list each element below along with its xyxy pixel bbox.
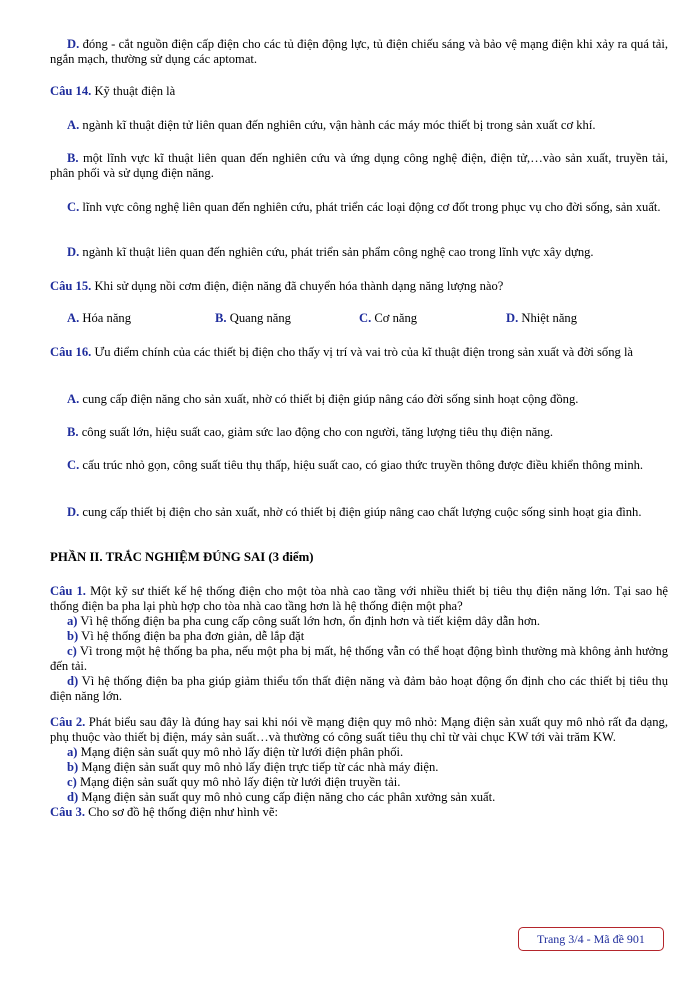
tf1-statement-c [50,644,668,674]
option-label: B. [67,151,79,165]
option-text: ngành kĩ thuật liên quan đến nghiên cứu, phát triển sản phẩm công nghệ cao trong lĩnh vực xây dựng. [82,245,594,259]
q14-option-d [50,245,668,260]
option-label: A. [67,311,80,325]
q16-option-a [50,392,668,407]
option-text: cung cấp thiết bị điện cho sản xuất, nhờ có thiết bị điện giúp nâng cao chất lượng cuộc sống sinh hoạt gia đình. [82,505,642,519]
question-stem [50,715,668,745]
statement-label: b) [67,629,79,643]
q15-option-a [67,311,131,326]
option-text: Nhiệt năng [521,311,578,325]
q16-option-d [50,505,668,520]
statement-label: a) [67,614,78,628]
tf1-statement-b [50,629,668,644]
statement-text: Vì hệ thống điện ba pha đơn giản, dễ lắp đặt [81,629,305,643]
statement-label: b) [67,760,79,774]
tf-question-2 [50,715,668,820]
tf2-statement-a [50,745,668,760]
q13-option-d [50,37,668,67]
option-label: C. [359,311,372,325]
q15-option-b [215,311,291,326]
option-label: D. [67,37,80,51]
option-label: C. [67,200,80,214]
statement-text: Mạng điện sản suất quy mô nhỏ lấy điện từ lưới điện phân phối. [80,745,404,759]
option-text: một lĩnh vực kĩ thuật liên quan đến nghiên cứu và ứng dụng công nghệ điện, điện tử,…vào sản xuất, truyền tải, phân phối và sử dụng điện năng. [50,151,668,180]
statement-label: c) [67,775,77,789]
question-text: Phát biểu sau đây là đúng hay sai khi nói về mạng điện quy mô nhỏ: Mạng điện sản xuất quy mô nhỏ rất đa dạng, phụ thuộc vào thiết bị điện, máy sản suất…và thường có công suất tiêu thụ chỉ từ vài chục KW tới vài trăm KW. [50,715,669,744]
q16-option-c [50,458,668,473]
question-number: Câu 2. [50,715,86,729]
statement-text: Vì hệ thống điện ba pha cung cấp công suất lớn hơn, ổn định hơn và tiết kiệm dây dẫn hơn. [80,614,541,628]
question-number: Câu 3. [50,805,85,819]
question-15-stem [50,279,668,294]
q14-option-a [50,118,668,133]
question-text: Một kỹ sư thiết kế hệ thống điện cho một tòa nhà cao tầng với nhiều thiết bị tiêu thụ điện năng lớn. Tại sao hệ thống điện ba pha lại phù hợp cho tòa nhà cao tầng hơn là hệ thống điện một pha? [50,584,668,613]
tf1-statement-a [50,614,668,629]
tf2-statement-b [50,760,668,775]
option-label: C. [67,458,80,472]
option-text: công suất lớn, hiệu suất cao, giảm sức lao động cho con người, tăng lượng tiêu thụ điện năng. [81,425,554,439]
option-label: D. [67,505,80,519]
question-number: Câu 1. [50,584,86,598]
question-stem [50,584,668,614]
question-number: Câu 15. [50,279,92,293]
q16-option-b [50,425,668,440]
question-16-stem [50,345,668,360]
statement-text: Mạng điện sản suất quy mô nhỏ cung cấp điện năng cho các phân xưởng sản xuất. [81,790,496,804]
option-label: D. [67,245,80,259]
option-text: ngành kĩ thuật điện tử liên quan đến nghiên cứu, vận hành các máy móc thiết bị trong sản xuất cơ khí. [82,118,596,132]
q15-option-d [506,311,577,326]
question-14-stem [50,84,668,99]
section-2-title: PHẦN II. TRẮC NGHIỆM ĐÚNG SAI (3 điểm) [50,550,314,564]
option-text: lĩnh vực công nghệ liên quan đến nghiên cứu, phát triển các loại động cơ đốt trong phục vụ cho đời sống, sản xuất. [82,200,661,214]
option-text: cung cấp điện năng cho sản xuất, nhờ có thiết bị điện giúp nâng cáo đời sống sinh hoạt cộng đồng. [82,392,579,406]
q14-option-b [50,151,668,181]
option-label: A. [67,392,80,406]
question-text: Khi sử dụng nồi cơm điện, điện năng đã chuyển hóa thành dạng năng lượng nào? [94,279,504,293]
statement-label: c) [67,644,77,658]
option-text: Cơ năng [374,311,418,325]
option-label: D. [506,311,519,325]
question-number: Câu 16. [50,345,92,359]
statement-text: Mạng điện sản suất quy mô nhỏ lấy điện từ lưới điện truyền tải. [79,775,401,789]
statement-text: Vì hệ thống điện ba pha giúp giảm thiểu tổn thất điện năng và đảm bảo hoạt động ổn định cho các thiết bị tiêu thụ điện năng lớn. [50,674,668,703]
question-text: Kỹ thuật điện là [94,84,176,98]
tf-question-3 [50,805,668,820]
option-text: Quang năng [229,311,291,325]
page-footer-badge: Trang 3/4 - Mã đề 901 [518,927,664,951]
tf1-statement-d [50,674,668,704]
option-text: Hóa năng [82,311,132,325]
statement-text: Vì trong một hệ thống ba pha, nếu một pha bị mất, hệ thống vẫn có thể hoạt động bình thường mà không ảnh hưởng đến tải. [50,644,668,673]
question-number: Câu 14. [50,84,92,98]
option-label: B. [67,425,79,439]
q15-options-row [67,311,667,327]
tf2-statement-d [50,790,668,805]
option-label: A. [67,118,80,132]
statement-label: d) [67,674,79,688]
q15-option-c [359,311,417,326]
statement-label: a) [67,745,78,759]
option-text: cấu trúc nhỏ gọn, công suất tiêu thụ thấp, hiệu suất cao, có giao thức truyền thông được điều khiển thông minh. [82,458,644,472]
tf2-statement-c [50,775,668,790]
question-text: Cho sơ đồ hệ thống điện như hình vẽ: [88,805,278,819]
q14-option-c [50,200,668,215]
tf-question-1 [50,584,668,704]
statement-label: d) [67,790,79,804]
statement-text: Mạng điện sản suất quy mô nhỏ lấy điện trực tiếp từ các nhà máy điện. [81,760,439,774]
question-text: Ưu điểm chính của các thiết bị điện cho thấy vị trí và vai trò của kĩ thuật điện trong sản xuất và đời sống là [94,345,634,359]
option-label: B. [215,311,227,325]
option-text: đóng - cắt nguồn điện cấp điện cho các tủ điện động lực, tủ điện chiếu sáng và bảo vệ mạng điện khi xảy ra quá tải, ngắn mạch, thường sử dụng các aptomat. [50,37,668,66]
